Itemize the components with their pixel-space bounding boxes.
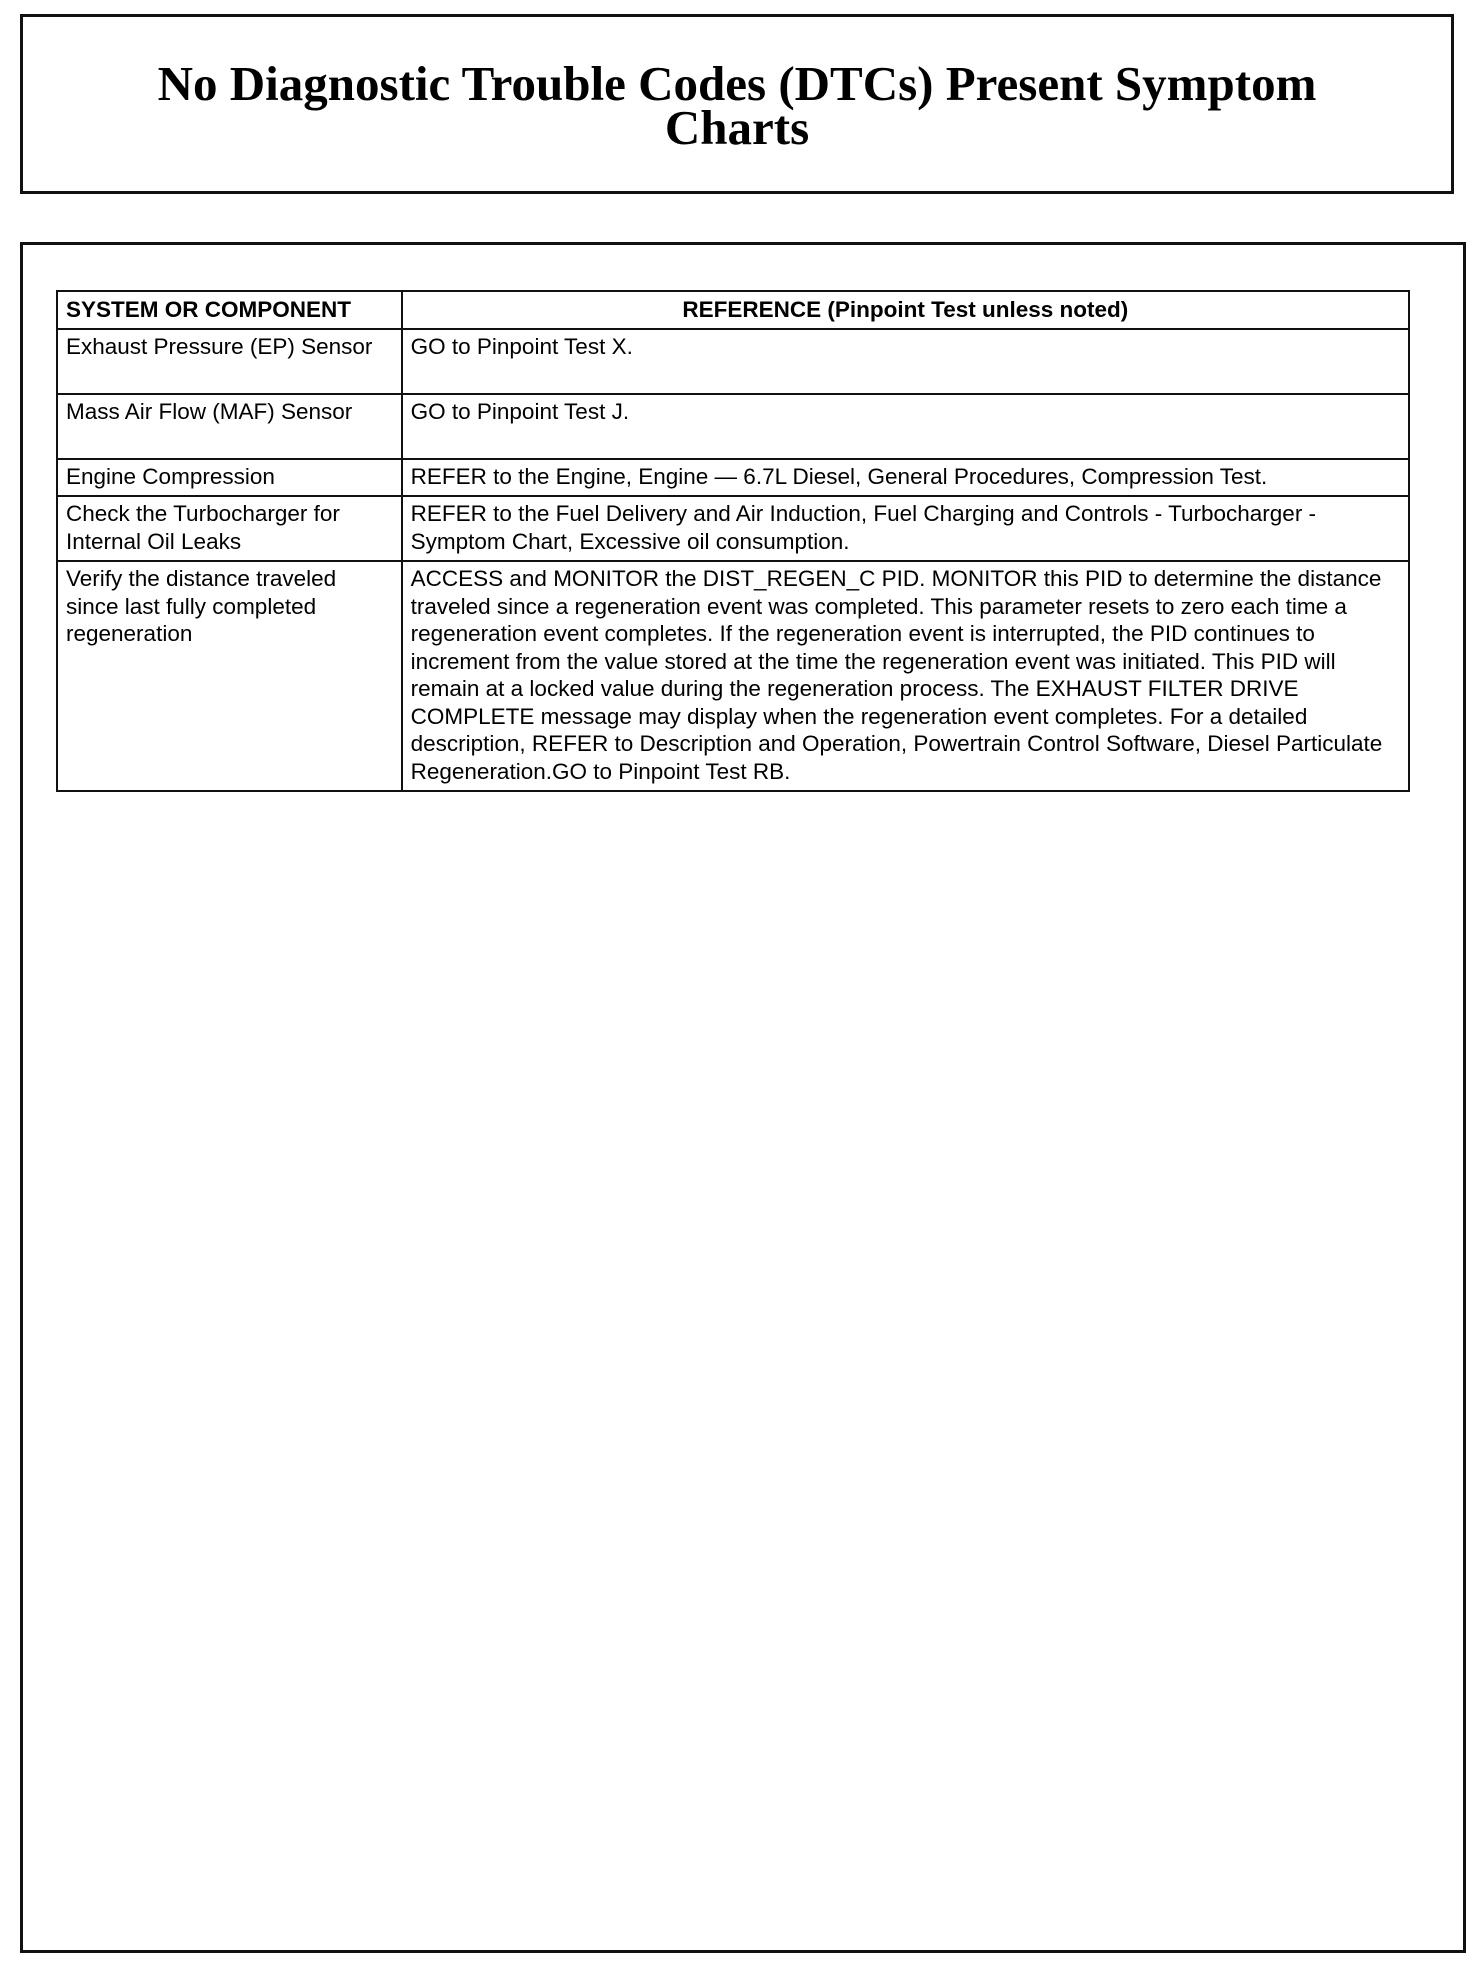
system-cell: Engine Compression bbox=[57, 459, 402, 497]
reference-cell: REFER to the Engine, Engine — 6.7L Diesel, General Procedures, Compression Test. bbox=[402, 459, 1409, 497]
table-header-row bbox=[57, 291, 1409, 329]
column-header-system: SYSTEM OR COMPONENT bbox=[57, 291, 402, 329]
column-header-reference: REFERENCE (Pinpoint Test unless noted) bbox=[402, 291, 1409, 329]
reference-cell: GO to Pinpoint Test J. bbox=[402, 394, 1409, 459]
reference-cell: REFER to the Fuel Delivery and Air Induction, Fuel Charging and Controls - Turbocharger - Symptom Chart, Excessive oil consumption. bbox=[402, 496, 1409, 561]
system-cell: Mass Air Flow (MAF) Sensor bbox=[57, 394, 402, 459]
system-cell: Exhaust Pressure (EP) Sensor bbox=[57, 329, 402, 394]
system-cell: Verify the distance traveled since last fully completed regeneration bbox=[57, 561, 402, 791]
table-row bbox=[57, 561, 1409, 791]
page-title: No Diagnostic Trouble Codes (DTCs) Present Symptom Charts bbox=[157, 56, 1317, 155]
reference-cell: GO to Pinpoint Test X. bbox=[402, 329, 1409, 394]
system-cell: Check the Turbocharger for Internal Oil Leaks bbox=[57, 496, 402, 561]
table-row bbox=[57, 394, 1409, 459]
reference-cell: ACCESS and MONITOR the DIST_REGEN_C PID. MONITOR this PID to determine the distance traveled since a regeneration event was completed. This parameter resets to zero each time a regeneration event completes. If the regeneration event is interrupted, the PID continues to increment from the value stored at the time the regeneration event was initiated. This PID will remain at a locked value during the regeneration process. The EXHAUST FILTER DRIVE COMPLETE message may display when the regeneration event completes. For a detailed description, REFER to Description and Operation, Powertrain Control Software, Diesel Particulate Regeneration.GO to Pinpoint Test RB. bbox=[402, 561, 1409, 791]
table-row bbox=[57, 459, 1409, 497]
table-row bbox=[57, 496, 1409, 561]
symptom-chart-table bbox=[56, 290, 1410, 792]
title-box bbox=[20, 14, 1454, 194]
table-row bbox=[57, 329, 1409, 394]
content-box bbox=[20, 242, 1466, 1953]
